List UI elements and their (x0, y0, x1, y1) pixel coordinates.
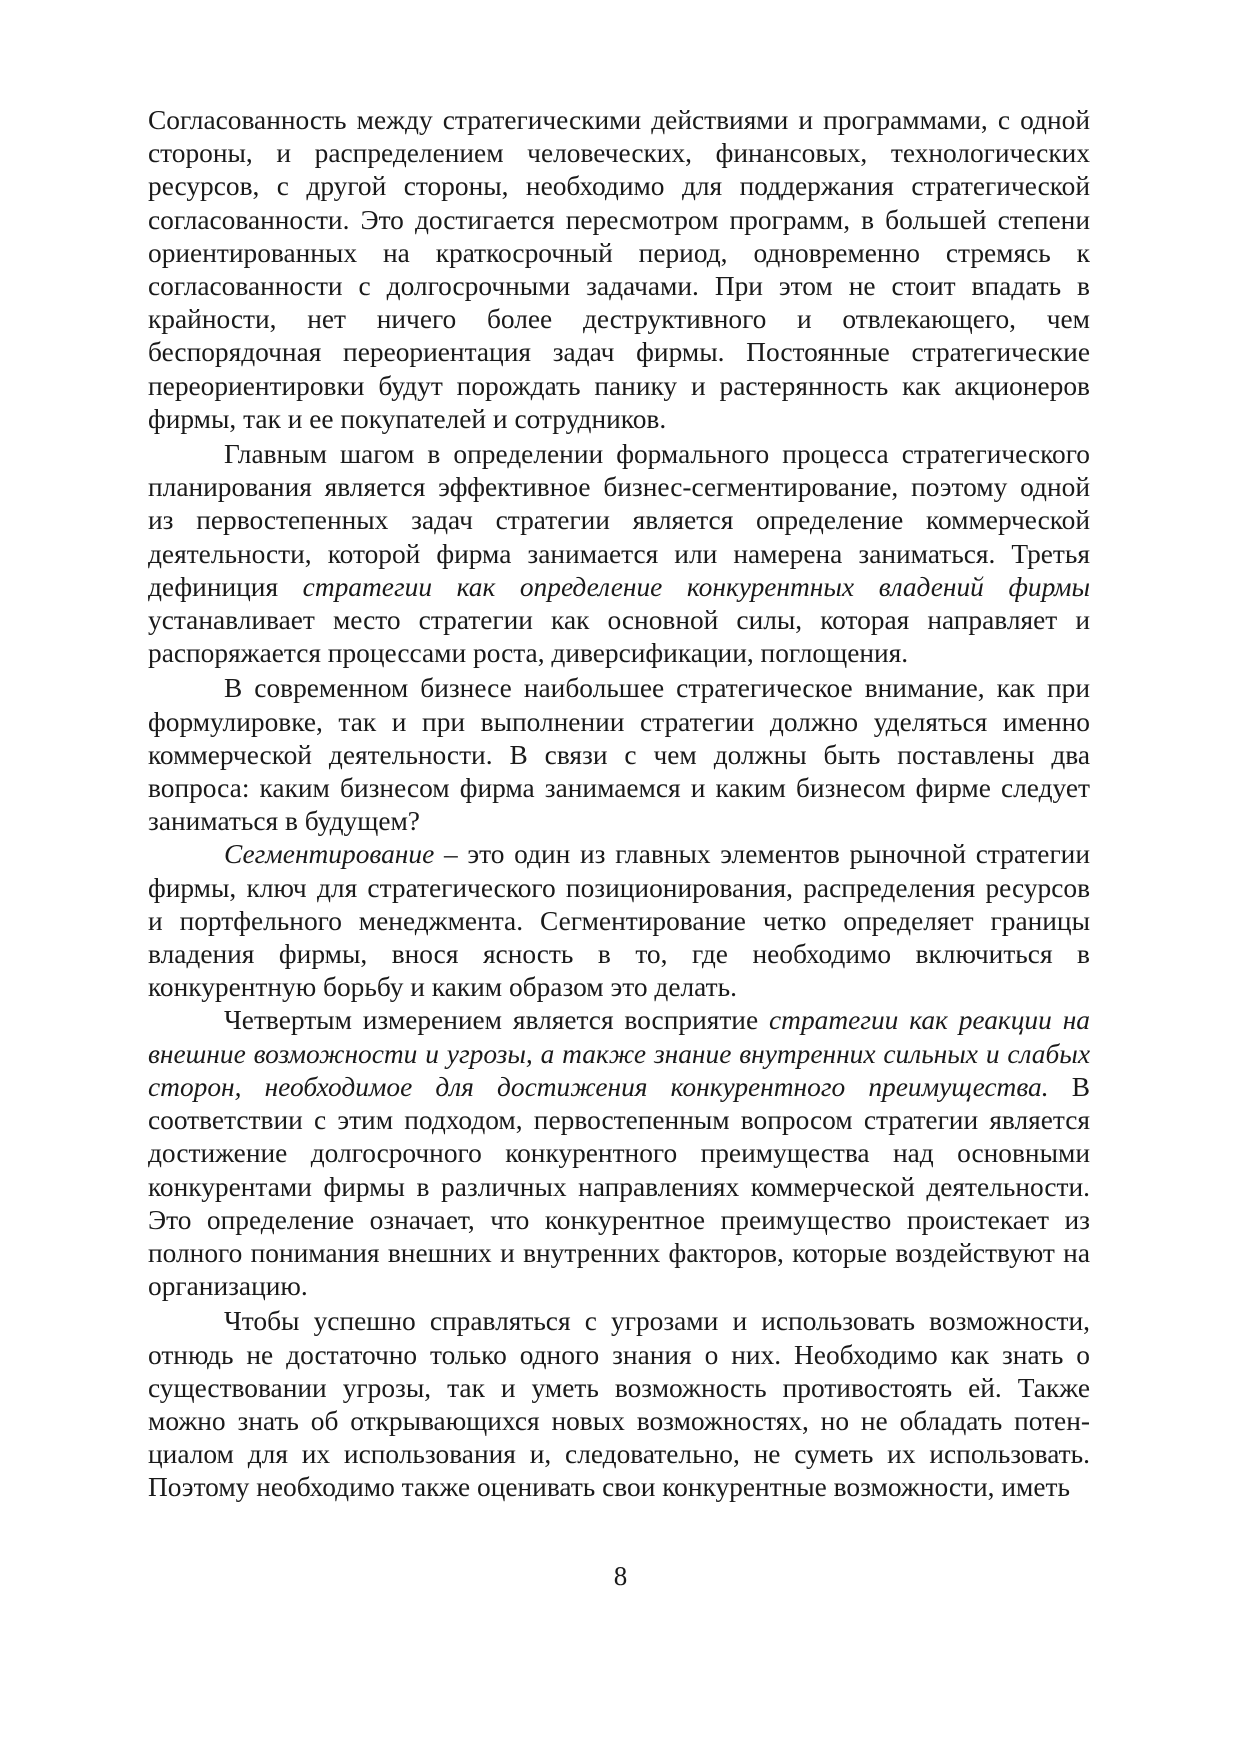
paragraph-5 (148, 1004, 1090, 1303)
paragraph-5-italic: стратегии как реакции на внешние возможности и угрозы, а также знание внутренних сильных и слабых сторон, необходимое для достижения конкурентного преимущества. (148, 1005, 1090, 1102)
paragraph-2-text-a: Главным шагом в определении формального процесса стратегического планирования является эффективное бизнес-сегментирование, поэтому одной из первостепенных задач стратегии является определение коммерческой деятельности, которой фирма занимается или намерена заниматься. Третья дефиниция (148, 439, 1090, 602)
paragraph-3-text: В современном бизнесе наибольшее стратегическое внимание, как при формулировке, так и при выполнении стратегии должно уделяться именно коммерческой деятельности. В связи с чем должны быть поставлены два вопроса: каким бизнесом фирма занимаемся и каким бизнесом фирме следует заниматься в будущем? (148, 673, 1090, 837)
paragraph-6-text: Чтобы успешно справляться с угрозами и использовать возможности, отнюдь не достаточно только одного знания о них. Необходимо как знать о существовании угрозы, так и уметь возможность противостоять ей. Также можно знать об открывающихся новых возможностях, но не обладать потенциалом для их использования и, следовательно, не суметь их использовать. Поэтому необходимо также оценивать свои конкурентные возможности, иметь (148, 1306, 1090, 1503)
paragraph-2-text-b: устанавливает место стратегии как основной силы, которая направляет и распоряжается процессами роста, диверсификации, поглощения. (148, 605, 1090, 669)
paragraph-6 (148, 1305, 1090, 1504)
page-number: 8 (613, 1561, 628, 1591)
paragraph-4 (148, 838, 1090, 1004)
paragraph-5-text-b: В соответствии с этим подходом, первостепенным вопросом стратегии является достижение долгосрочного конкурентного преимущества над основными конкурентами фирмы в различных направлениях коммерческой деятельности. Это определение означает, что конкурентное преимущество проистекает из полного понимания внешних и внутренних факторов, которые воздействуют на организацию. (148, 1071, 1090, 1302)
paragraph-1-text: Согласованность между стратегическими действиями и программами, с одной стороны, и распределением человеческих, финансовых, технологических ресурсов, с другой стороны, необходимо для поддержания стратегической согласованности. Это достигается пересмотром программ, в большей степени ориентированных на краткосрочный период, одновременно стремясь к согласованности с долгосрочными задачами. При этом не стоит впадать в крайности, нет ничего более деструктивного и отвлекающего, чем беспорядочная переориентация задач фирмы. Постоянные стратегические переориентировки будут порождать панику и растерянность как акционеров фирмы, так и ее покупателей и сотрудников. (148, 105, 1090, 434)
paragraph-5-text-a: Четвертым измерением является восприятие (224, 1005, 769, 1036)
paragraph-3 (148, 672, 1090, 838)
document-body (148, 104, 1090, 1505)
paragraph-4-italic: Сегментирование (224, 839, 435, 870)
paragraph-4-text: – это один из главных элементов рыночной стратегии фирмы, ключ для стратегического позиционирования, распределения ресурсов и портфельного менеджмента. Сегментирование четко определяет границы владения фирмы, внося ясность в то, где необходимо включиться в конкурентную борьбу и каким образом это делать. (148, 839, 1090, 1003)
paragraph-2 (148, 438, 1090, 670)
paragraph-2-italic: стратегии как определение конкурентных владений фирмы (302, 571, 1090, 602)
paragraph-1 (148, 104, 1090, 436)
